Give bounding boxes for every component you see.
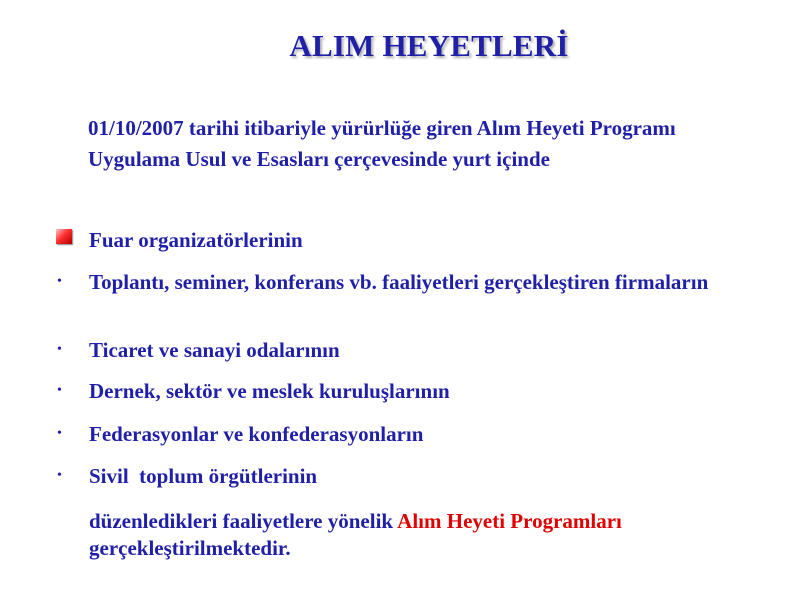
list-item: Ticaret ve sanayi odalarının bbox=[89, 338, 340, 362]
closing-text-after: gerçekleştirilmektedir. bbox=[89, 536, 291, 560]
list-item: Fuar organizatörlerinin bbox=[89, 228, 303, 252]
list-item: Federasyonlar ve konfederasyonların bbox=[89, 422, 424, 446]
bullet-icon: • bbox=[57, 274, 62, 289]
closing-paragraph bbox=[89, 508, 789, 562]
closing-highlight: Alım Heyeti Programları bbox=[397, 509, 622, 533]
bullet-icon: • bbox=[57, 426, 62, 441]
closing-text-before: düzenledikleri faaliyetlere yönelik bbox=[89, 509, 398, 533]
red-square-bullet-icon bbox=[56, 229, 72, 244]
slide-title: ALIM HEYETLERİ bbox=[289, 28, 569, 63]
intro-paragraph: 01/10/2007 tarihi itibariyle yürürlüğe giren Alım Heyeti Programı Uygulama Usul ve Esasları çerçevesinde yurt içinde bbox=[88, 116, 676, 171]
bullet-icon: • bbox=[57, 342, 62, 357]
bullet-icon: • bbox=[57, 383, 62, 398]
list-item: Sivil toplum örgütlerinin bbox=[89, 464, 318, 488]
bullet-icon: • bbox=[57, 468, 62, 483]
list-item: Dernek, sektör ve meslek kuruluşlarının bbox=[89, 379, 450, 403]
list-item: Toplantı, seminer, konferans vb. faaliyetleri gerçekleştiren firmaların bbox=[89, 270, 709, 294]
